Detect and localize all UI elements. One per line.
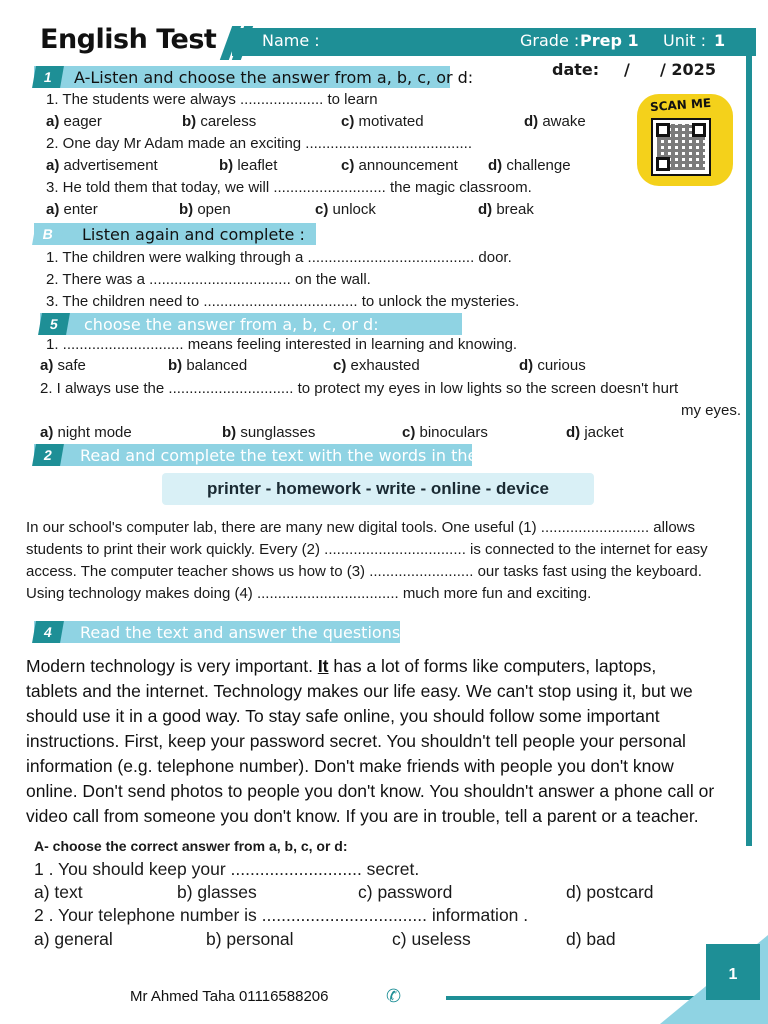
option: d) break — [478, 201, 534, 218]
option: d) challenge — [488, 157, 571, 174]
word-box: printer - homework - write - online - device — [162, 473, 594, 505]
section-number: 5 — [38, 313, 70, 335]
paragraph-line: Using technology makes doing (4) .................................. much more fun and exciting. — [26, 585, 592, 602]
grade-value: Prep 1 — [580, 31, 639, 50]
option: d) curious — [519, 357, 586, 374]
section-number: 1 — [32, 66, 64, 88]
option: b) careless — [182, 113, 257, 130]
question-text: 1. ............................. means feeling interested in learning and knowing. — [46, 336, 518, 353]
section-4-banner — [34, 621, 406, 643]
reading-line: online. Don't send photos to people you don't know. You shouldn't answer a phone call or — [26, 781, 715, 801]
section-title: Read the text and answer the questions: — [80, 623, 406, 642]
grade-label: Grade : — [520, 31, 580, 50]
section-5-banner — [40, 313, 462, 335]
question-text: 3. He told them that today, we will ........................... the magic classroom. — [46, 179, 532, 196]
section-number: 2 — [32, 444, 64, 466]
reading-line: tablets and the internet. Technology makes our life easy. We can't stop using it, but we — [26, 681, 693, 701]
option: a) eager — [46, 113, 102, 130]
option: a) advertisement — [46, 157, 158, 174]
option: a) enter — [46, 201, 98, 218]
option: c) announcement — [341, 157, 458, 174]
section-letter: B — [32, 223, 64, 245]
question-text: 2 . Your telephone number is .................................. information . — [34, 905, 529, 925]
option: c) useless — [392, 929, 471, 949]
right-border-rule — [746, 56, 752, 846]
option: a) night mode — [40, 424, 132, 441]
option: b) personal — [206, 929, 294, 949]
question-text: 2. There was a .................................. on the wall. — [46, 271, 371, 288]
option: b) leaflet — [219, 157, 278, 174]
option: d) bad — [566, 929, 616, 949]
option: c) exhausted — [333, 357, 420, 374]
reading-line: should use it in a good way. To stay safe online, you should follow some important — [26, 706, 660, 726]
date-label: date: — [552, 60, 600, 79]
section-title: choose the answer from a, b, c, or d: — [84, 315, 379, 334]
reading-line: instructions. First, keep your password secret. You shouldn't tell people your personal — [26, 731, 686, 751]
section-1-banner — [34, 66, 474, 88]
reading-line: Modern technology is very important. It has a lot of forms like computers, laptops, — [26, 656, 657, 676]
scan-me-label: SCAN ME — [649, 95, 712, 115]
subheading: A- choose the correct answer from a, b, c, or d: — [34, 838, 348, 854]
section-number: 4 — [32, 621, 64, 643]
option: b) balanced — [168, 357, 248, 374]
option: b) open — [179, 201, 231, 218]
question-text: 1 . You should keep your ........................... secret. — [34, 859, 420, 879]
section-title: A-Listen and choose the answer from a, b, c, or d: — [74, 68, 474, 87]
section-title: Read and complete the text with the words in the box: — [80, 446, 517, 465]
section-2-banner — [34, 444, 517, 466]
unit-label: Unit : — [663, 31, 707, 50]
option: d) postcard — [566, 882, 654, 902]
option: c) unlock — [315, 201, 376, 218]
option: a) safe — [40, 357, 86, 374]
unit-value: 1 — [714, 31, 726, 50]
paragraph-line: In our school's computer lab, there are many new digital tools. One useful (1) .......................... allows — [26, 519, 695, 536]
question-text: 2. I always use the .............................. to protect my eyes in low lights so the screen doesn't hurt — [40, 380, 679, 397]
page-title: English Test — [40, 24, 217, 55]
date-year: / 2025 — [660, 60, 716, 79]
question-text: 3. The children need to ..................................... to unlock the mysteries. — [46, 293, 520, 310]
page-number: 1 — [728, 966, 738, 983]
teacher-contact: Mr Ahmed Taha 01116588206 — [130, 988, 329, 1005]
option: d) jacket — [566, 424, 624, 441]
option: c) binoculars — [402, 424, 488, 441]
option: b) sunglasses — [222, 424, 316, 441]
section-b-banner — [34, 223, 316, 245]
question-text: 1. The children were walking through a ........................................ door. — [46, 249, 512, 266]
option: c) motivated — [341, 113, 424, 130]
option: a) text — [34, 882, 83, 902]
date-separator: / — [624, 60, 630, 79]
option: a) general — [34, 929, 113, 949]
option: c) password — [358, 882, 453, 902]
question-text: 1. The students were always .................... to learn — [46, 91, 378, 108]
section-title: Listen again and complete : — [82, 225, 305, 244]
reading-line: information (e.g. telephone number). Don't make friends with people you don't know — [26, 756, 674, 776]
question-text: my eyes. — [681, 402, 742, 419]
option: d) awake — [524, 113, 586, 130]
name-label: Name : — [262, 31, 320, 50]
reading-line: video call from someone you don't know. If you are in trouble, tell a parent or a teacher. — [26, 806, 699, 826]
phone-icon: ✆ — [386, 986, 402, 1006]
qr-code-icon[interactable] — [651, 118, 711, 176]
footer-rule — [446, 996, 706, 1000]
paragraph-line: students to print their work quickly. Every (2) .................................. is connected to the internet for easy — [26, 541, 708, 558]
paragraph-line: access. The computer teacher shows us how to (3) ......................... our tasks fast using the keyboard. — [26, 563, 702, 580]
question-text: 2. One day Mr Adam made an exciting ........................................ — [46, 135, 472, 152]
option: b) glasses — [177, 882, 257, 902]
